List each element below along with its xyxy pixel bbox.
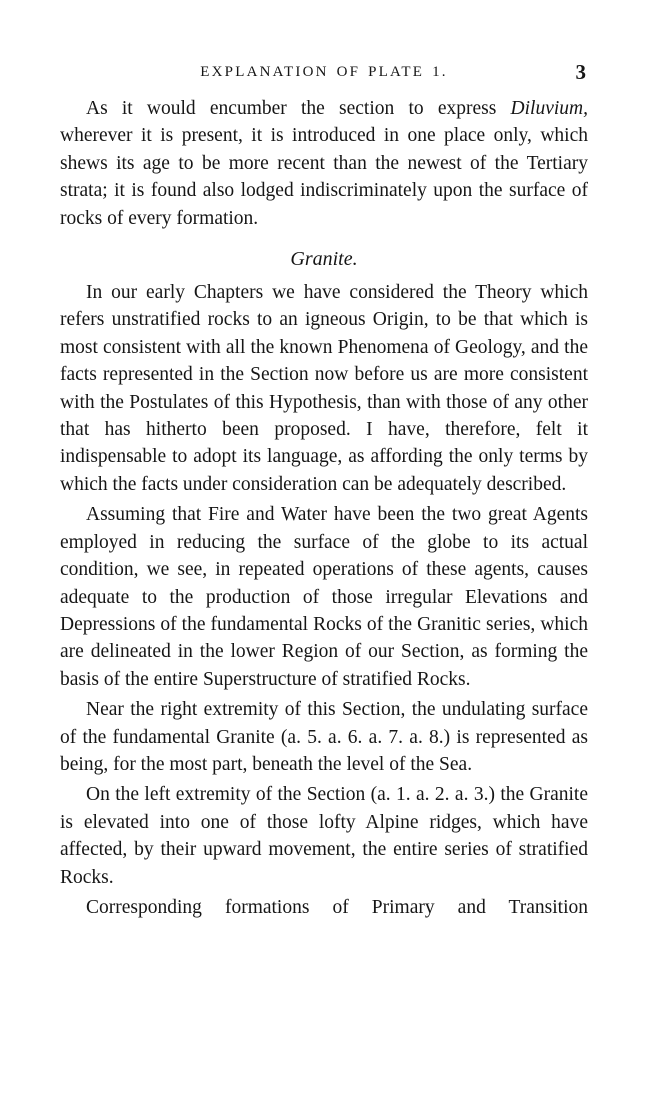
intro-text-start: As it would encumber the section to express xyxy=(86,98,511,119)
header-title: EXPLANATION OF PLATE 1. xyxy=(200,64,448,80)
paragraph-fire-and-water: Assuming that Fire and Water have been the two great Agents employed in reducing the surface of the globe to its actual condition, we see, in repeated operations of these agents, causes adequate to the production of those irregular Elevations and Depressions of the fundamental Rocks of the Granitic series, which are delineated in the lower Region of our Section, as forming the basis of the entire Superstructure of stratified Rocks. xyxy=(60,504,588,690)
paragraph-theory: In our early Chapters we have considered the Theory which refers unstratified rocks to an igneous Origin, to be that which is most consistent with all the known Phenomena of Geology, and the facts represented in the Section now before us are more consistent with the Postulates of this Hypothesis, than with those of any other that has hitherto been proposed. I have, therefore, felt it indispensable to adopt its language, as affording the only terms by which the facts under consideration can be adequately described. xyxy=(60,282,588,495)
paragraph-left-extremity: On the left extremity of the Section (a. 1. a. 2. a. 3.) the Granite is elevated into one of those lofty Alpine ridges, which have affected, by their upward movement, the entire series of stratified Rocks. xyxy=(60,784,588,888)
intro-text-end: wherever it is present, it is introduced in one place only, which shews its age to be more recent than the newest of the Tertiary strata; it is found also lodged indiscriminately upon the surface of rocks of every formation. xyxy=(60,125,588,229)
section-heading-granite: Granite. xyxy=(290,248,358,271)
running-header xyxy=(60,60,588,88)
intro-paragraph xyxy=(60,95,588,232)
diluvium-term: Diluvium, xyxy=(510,98,588,119)
paragraph-right-extremity: Near the right extremity of this Section, the undulating surface of the fundamental Granite (a. 5. a. 6. a. 7. a. 8.) is represented as being, for the most part, beneath the level of the Sea. xyxy=(60,699,588,775)
body-text xyxy=(60,95,588,921)
paragraph-corresponding-formations: Corresponding formations of Primary and Transition xyxy=(86,896,588,918)
page-number: 3 xyxy=(575,60,586,84)
